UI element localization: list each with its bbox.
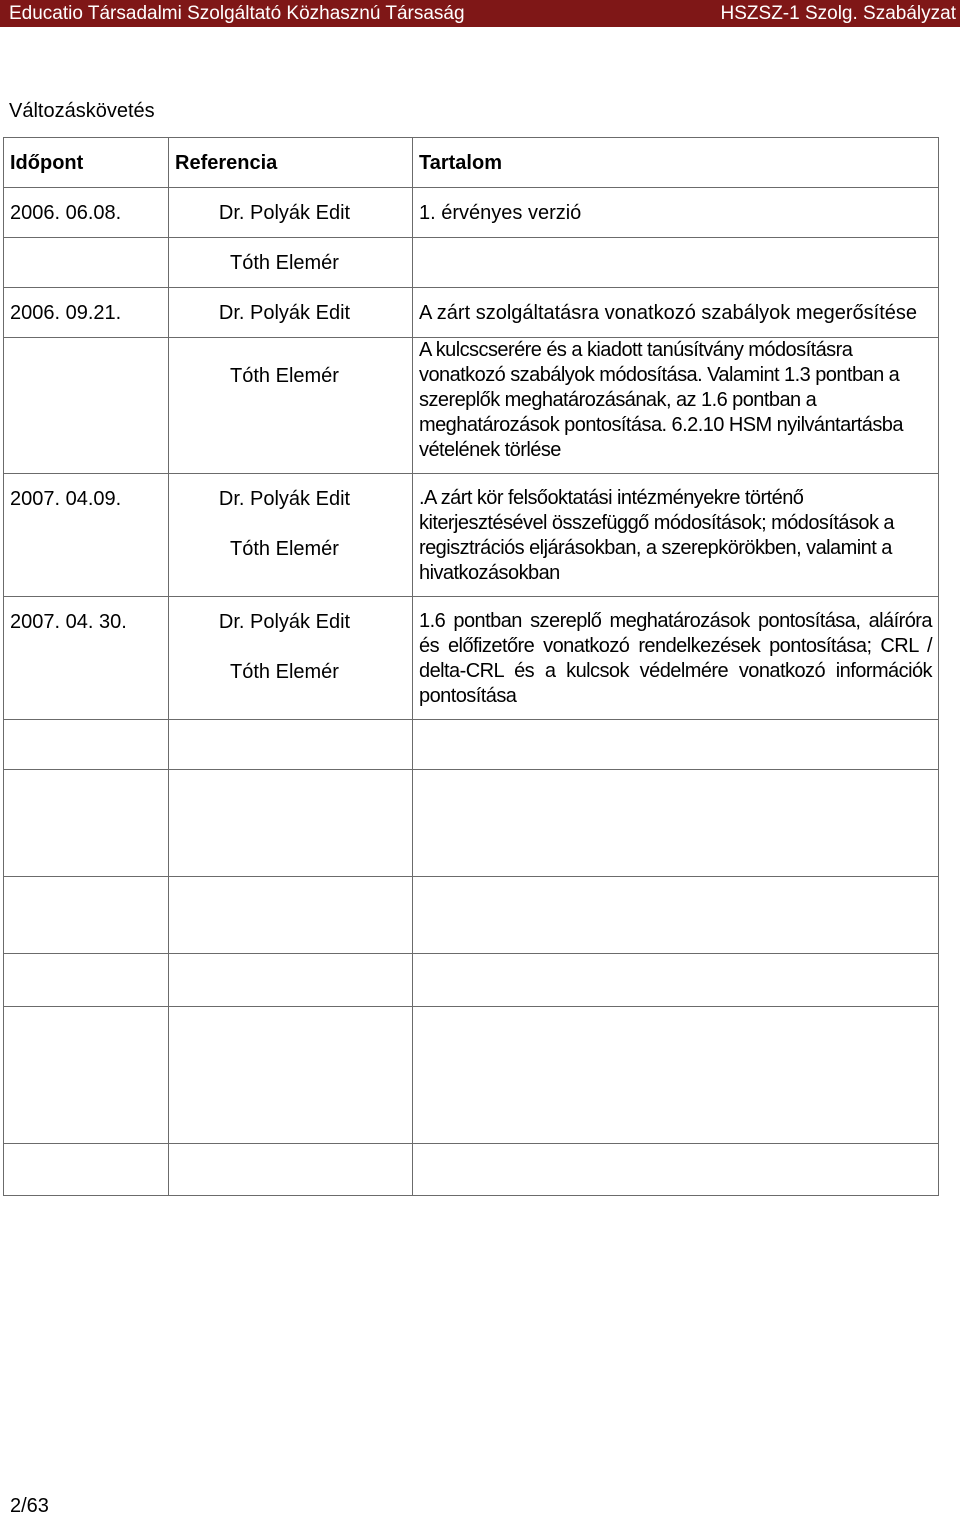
date-cell <box>4 1144 169 1196</box>
date-cell <box>4 770 169 877</box>
table-row <box>4 288 939 338</box>
reference-cell <box>169 1007 413 1144</box>
reference-cell <box>169 1144 413 1196</box>
table-row <box>4 238 939 288</box>
content-cell <box>413 770 939 877</box>
reference-cell: Tóth Elemér <box>169 338 413 474</box>
section-title: Változáskövetés <box>9 100 155 122</box>
reference-cell: Dr. Polyák Edit <box>169 188 413 238</box>
table-row <box>4 474 939 597</box>
reference-cell: Dr. Polyák Edit Tóth Elemér <box>169 597 413 720</box>
content-cell: .A zárt kör felsőoktatási intézményekre történő kiterjesztésével összefüggő módosítások; módosítások a regisztrációs eljárásokban, a szerepkörökben, valamint a hivatkozásokban <box>413 474 939 597</box>
column-header-content: Tartalom <box>413 138 939 188</box>
date-cell: 2007. 04.09. <box>4 474 169 597</box>
date-cell: 2007. 04. 30. <box>4 597 169 720</box>
header-document-id: HSZSZ-1 Szolg. Szabályzat <box>720 3 956 24</box>
content-cell: 1.6 pontban szereplő meghatározások pontosítása, aláíróra és előfizetőre vonatkozó rendelkezések pontosítása; CRL / delta-CRL és a kulcsok védelmére vonatkozó információk pontosítása <box>413 597 939 720</box>
table-row <box>4 597 939 720</box>
empty-row <box>4 720 939 770</box>
table-row <box>4 188 939 238</box>
content-cell <box>413 954 939 1007</box>
reference-cell <box>169 954 413 1007</box>
page-number: 2/63 <box>10 1495 49 1517</box>
reference-cell: Dr. Polyák Edit <box>169 288 413 338</box>
content-cell: A zárt szolgáltatásra vonatkozó szabályok megerősítése <box>413 288 939 338</box>
content-cell <box>413 720 939 770</box>
table-header-row <box>4 138 939 188</box>
table-row <box>4 338 939 474</box>
column-header-date: Időpont <box>4 138 169 188</box>
content-cell <box>413 238 939 288</box>
reference-cell: Dr. Polyák Edit Tóth Elemér <box>169 474 413 597</box>
date-cell <box>4 954 169 1007</box>
date-cell <box>4 1007 169 1144</box>
empty-row <box>4 877 939 954</box>
content-cell <box>413 1007 939 1144</box>
content-cell: A kulcscserére és a kiadott tanúsítvány módosításra vonatkozó szabályok módosítása. Valamint 1.3 pontban a szereplők meghatározásának, az 1.6 pontban a meghatározások pontosítása. 6.2.10 HSM nyilvántartásba vételének törlése <box>413 338 939 474</box>
date-cell <box>4 720 169 770</box>
date-cell <box>4 877 169 954</box>
reference-cell <box>169 770 413 877</box>
reference-cell <box>169 720 413 770</box>
date-cell: 2006. 09.21. <box>4 288 169 338</box>
content-cell <box>413 877 939 954</box>
empty-row <box>4 770 939 877</box>
header-organization: Educatio Társadalmi Szolgáltató Közhasznú Társaság <box>9 3 465 24</box>
date-cell: 2006. 06.08. <box>4 188 169 238</box>
page-header <box>0 0 960 27</box>
column-header-reference: Referencia <box>169 138 413 188</box>
empty-row <box>4 1144 939 1196</box>
content-cell <box>413 1144 939 1196</box>
date-cell <box>4 338 169 474</box>
reference-cell <box>169 877 413 954</box>
change-log-table <box>3 137 939 1196</box>
content-cell: 1. érvényes verzió <box>413 188 939 238</box>
reference-cell: Tóth Elemér <box>169 238 413 288</box>
date-cell <box>4 238 169 288</box>
empty-row <box>4 954 939 1007</box>
empty-row <box>4 1007 939 1144</box>
